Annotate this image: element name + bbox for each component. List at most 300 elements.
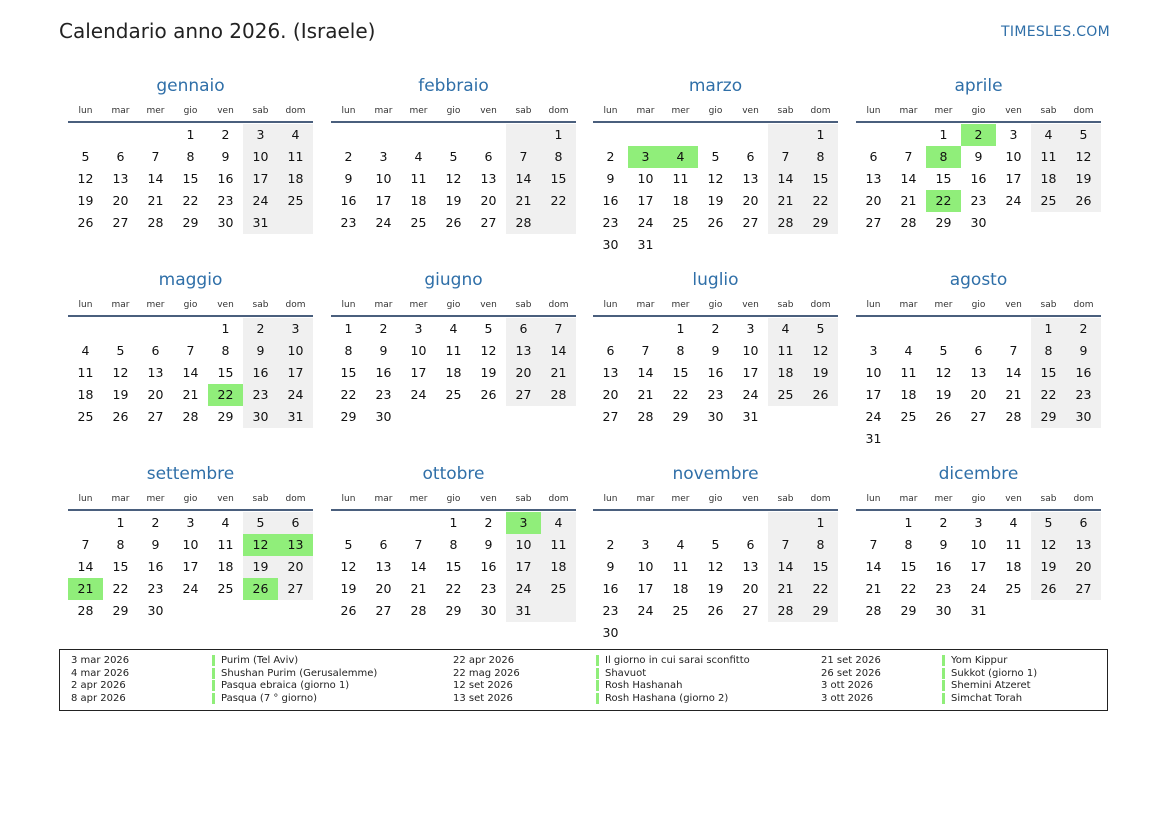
day-cell: 2 <box>606 149 615 164</box>
day-cell: 18 <box>1040 171 1057 186</box>
weekday-header: gio <box>971 300 986 310</box>
header-divider <box>593 121 838 123</box>
day-cell: 6 <box>746 537 755 552</box>
weekday-header: dom <box>810 494 831 504</box>
day-cell: 24 <box>182 581 199 596</box>
day-cell: 17 <box>637 581 654 596</box>
month-name: giugno <box>424 270 483 290</box>
day-cell: 11 <box>217 537 234 552</box>
weekday-header: mer <box>934 106 953 116</box>
legend-date: 22 apr 2026 <box>453 655 515 666</box>
day-cell: 8 <box>904 537 913 552</box>
weekday-header: mer <box>409 494 428 504</box>
day-cell: 30 <box>970 215 987 230</box>
day-cell: 16 <box>602 193 619 208</box>
weekday-header: gio <box>183 494 198 504</box>
legend-holiday-name: Pasqua ebraica (giorno 1) <box>212 680 349 691</box>
day-cell: 26 <box>77 215 94 230</box>
day-cell: 1 <box>939 127 948 142</box>
day-cell: 16 <box>375 365 392 380</box>
day-cell: 2 <box>1079 321 1088 336</box>
day-cell: 3 <box>641 537 650 552</box>
header-divider <box>68 509 313 511</box>
day-cell: 8 <box>186 149 195 164</box>
day-cell: 23 <box>602 603 619 618</box>
day-cell: 20 <box>865 193 882 208</box>
weekday-header: lun <box>341 300 356 310</box>
day-cell: 1 <box>816 127 825 142</box>
day-cell: 28 <box>865 603 882 618</box>
day-cell: 11 <box>900 365 917 380</box>
day-cell: 18 <box>900 387 917 402</box>
legend-holiday-name: Rosh Hashanah <box>596 680 682 691</box>
day-cell: 23 <box>707 387 724 402</box>
day-cell: 9 <box>1079 343 1088 358</box>
weekday-header: mer <box>146 494 165 504</box>
day-cell: 16 <box>707 365 724 380</box>
day-cell: 14 <box>550 343 567 358</box>
weekday-header: mar <box>374 300 393 310</box>
day-cell: 14 <box>1005 365 1022 380</box>
day-cell: 20 <box>147 387 164 402</box>
day-cell: 19 <box>480 365 497 380</box>
weekday-header: mer <box>671 494 690 504</box>
day-cell: 10 <box>252 149 269 164</box>
day-cell: 17 <box>375 193 392 208</box>
day-cell: 12 <box>812 343 829 358</box>
day-cell: 10 <box>410 343 427 358</box>
weekday-header: dom <box>1073 494 1094 504</box>
day-cell: 5 <box>1044 515 1053 530</box>
day-cell: 5 <box>1079 127 1088 142</box>
day-cell: 20 <box>515 365 532 380</box>
weekday-header: mer <box>934 494 953 504</box>
day-cell: 25 <box>672 215 689 230</box>
day-cell: 17 <box>970 559 987 574</box>
legend-date: 12 set 2026 <box>453 680 513 692</box>
day-cell: 12 <box>1040 537 1057 552</box>
day-cell: 18 <box>217 559 234 574</box>
day-cell: 18 <box>287 171 304 186</box>
day-cell: 22 <box>445 581 462 596</box>
day-cell: 17 <box>1005 171 1022 186</box>
day-cell: 22 <box>112 581 129 596</box>
weekday-header: lun <box>866 106 881 116</box>
legend-date: 3 ott 2026 <box>821 693 874 705</box>
day-cell: 9 <box>344 171 353 186</box>
weekday-header: ven <box>1005 300 1022 310</box>
legend-date: 8 apr 2026 <box>71 693 126 705</box>
day-cell: 7 <box>151 149 160 164</box>
holiday-day-cell: 22 <box>208 384 243 406</box>
weekday-header: lun <box>78 494 93 504</box>
day-cell: 15 <box>935 171 952 186</box>
day-cell: 1 <box>221 321 230 336</box>
weekday-header: lun <box>603 494 618 504</box>
day-cell: 3 <box>379 149 388 164</box>
weekday-header: mar <box>899 300 918 310</box>
legend-holiday-name: Shushan Purim (Gerusalemme) <box>212 668 377 679</box>
holiday-legend <box>59 649 1108 711</box>
weekday-header: dom <box>1073 300 1094 310</box>
day-cell: 9 <box>974 149 983 164</box>
day-cell: 28 <box>77 603 94 618</box>
day-cell: 2 <box>151 515 160 530</box>
day-cell: 20 <box>742 581 759 596</box>
day-cell: 1 <box>186 127 195 142</box>
day-cell: 18 <box>550 559 567 574</box>
legend-holiday-name: Purim (Tel Aviv) <box>212 655 298 666</box>
day-cell: 17 <box>182 559 199 574</box>
legend-date: 3 ott 2026 <box>821 680 874 692</box>
day-cell: 24 <box>970 581 987 596</box>
day-cell: 14 <box>182 365 199 380</box>
weekday-header: ven <box>1005 494 1022 504</box>
day-cell: 19 <box>340 581 357 596</box>
day-cell: 21 <box>637 387 654 402</box>
day-cell: 18 <box>445 365 462 380</box>
day-cell: 14 <box>777 559 794 574</box>
day-cell: 20 <box>287 559 304 574</box>
day-cell: 29 <box>1040 409 1057 424</box>
holiday-day-cell: 8 <box>926 146 961 168</box>
day-cell: 22 <box>900 581 917 596</box>
day-cell: 28 <box>777 215 794 230</box>
weekday-header: dom <box>285 300 306 310</box>
day-cell: 4 <box>81 343 90 358</box>
holiday-day-cell: 22 <box>926 190 961 212</box>
weekday-header: gio <box>971 494 986 504</box>
day-cell: 2 <box>484 515 493 530</box>
weekday-header: gio <box>708 494 723 504</box>
day-cell: 29 <box>340 409 357 424</box>
day-cell: 14 <box>777 171 794 186</box>
day-cell: 24 <box>375 215 392 230</box>
day-cell: 18 <box>1005 559 1022 574</box>
day-cell: 22 <box>1040 387 1057 402</box>
day-cell: 23 <box>970 193 987 208</box>
day-cell: 10 <box>637 559 654 574</box>
day-cell: 12 <box>707 559 724 574</box>
legend-date: 3 mar 2026 <box>71 655 130 666</box>
holiday-day-cell: 26 <box>243 578 278 600</box>
day-cell: 17 <box>287 365 304 380</box>
day-cell: 14 <box>77 559 94 574</box>
day-cell: 12 <box>112 365 129 380</box>
header-divider <box>68 315 313 317</box>
day-cell: 21 <box>550 365 567 380</box>
weekday-header: mar <box>374 494 393 504</box>
day-cell: 2 <box>221 127 230 142</box>
weekday-header: ven <box>217 106 234 116</box>
day-cell: 29 <box>812 603 829 618</box>
day-cell: 16 <box>147 559 164 574</box>
day-cell: 3 <box>746 321 755 336</box>
day-cell: 1 <box>1044 321 1053 336</box>
day-cell: 31 <box>865 431 882 446</box>
day-cell: 28 <box>777 603 794 618</box>
month-name: ottobre <box>422 464 485 484</box>
day-cell: 6 <box>379 537 388 552</box>
weekday-header: ven <box>217 300 234 310</box>
day-cell: 19 <box>252 559 269 574</box>
day-cell: 3 <box>186 515 195 530</box>
day-cell: 11 <box>672 171 689 186</box>
weekday-header: ven <box>742 106 759 116</box>
day-cell: 9 <box>256 343 265 358</box>
day-cell: 19 <box>445 193 462 208</box>
page-title: Calendario anno 2026. (Israele) <box>59 19 376 43</box>
legend-holiday-name: Yom Kippur <box>942 655 1007 666</box>
weekday-header: mar <box>636 494 655 504</box>
day-cell: 26 <box>707 603 724 618</box>
weekday-header: sab <box>515 300 532 310</box>
day-cell: 8 <box>1044 343 1053 358</box>
day-cell: 10 <box>742 343 759 358</box>
day-cell: 23 <box>147 581 164 596</box>
day-cell: 14 <box>900 171 917 186</box>
day-cell: 15 <box>217 365 234 380</box>
day-cell: 19 <box>812 365 829 380</box>
day-cell: 25 <box>410 215 427 230</box>
day-cell: 9 <box>939 537 948 552</box>
day-cell: 28 <box>900 215 917 230</box>
day-cell: 26 <box>445 215 462 230</box>
day-cell: 13 <box>742 171 759 186</box>
day-cell: 7 <box>81 537 90 552</box>
day-cell: 27 <box>112 215 129 230</box>
day-cell: 25 <box>900 409 917 424</box>
day-cell: 20 <box>112 193 129 208</box>
day-cell: 30 <box>375 409 392 424</box>
day-cell: 6 <box>116 149 125 164</box>
day-cell: 23 <box>935 581 952 596</box>
header-divider <box>593 315 838 317</box>
day-cell: 11 <box>777 343 794 358</box>
day-cell: 18 <box>672 581 689 596</box>
weekday-header: dom <box>285 106 306 116</box>
day-cell: 12 <box>707 171 724 186</box>
day-cell: 18 <box>77 387 94 402</box>
day-cell: 24 <box>742 387 759 402</box>
month-name: settembre <box>146 464 235 484</box>
day-cell: 15 <box>445 559 462 574</box>
legend-holiday-name: Shemini Atzeret <box>942 680 1031 691</box>
day-cell: 23 <box>252 387 269 402</box>
day-cell: 20 <box>742 193 759 208</box>
weekday-header: sab <box>252 494 269 504</box>
day-cell: 29 <box>217 409 234 424</box>
weekday-header: dom <box>548 106 569 116</box>
day-cell: 4 <box>221 515 230 530</box>
weekday-header: ven <box>480 300 497 310</box>
day-cell: 10 <box>182 537 199 552</box>
day-cell: 15 <box>1040 365 1057 380</box>
header-divider <box>331 121 576 123</box>
weekday-header: mer <box>934 300 953 310</box>
day-cell: 30 <box>602 625 619 640</box>
day-cell: 11 <box>445 343 462 358</box>
weekday-header: mar <box>111 300 130 310</box>
day-cell: 1 <box>904 515 913 530</box>
day-cell: 30 <box>217 215 234 230</box>
weekday-header: lun <box>866 300 881 310</box>
day-cell: 28 <box>410 603 427 618</box>
month-name: marzo <box>688 76 743 96</box>
day-cell: 29 <box>812 215 829 230</box>
day-cell: 11 <box>77 365 94 380</box>
day-cell: 18 <box>777 365 794 380</box>
weekday-header: gio <box>971 106 986 116</box>
day-cell: 27 <box>602 409 619 424</box>
weekday-header: mer <box>146 300 165 310</box>
weekday-header: mer <box>409 106 428 116</box>
day-cell: 13 <box>865 171 882 186</box>
day-cell: 30 <box>602 237 619 252</box>
day-cell: 13 <box>147 365 164 380</box>
day-cell: 1 <box>344 321 353 336</box>
weekday-header: lun <box>603 300 618 310</box>
weekday-header: dom <box>1073 106 1094 116</box>
day-cell: 8 <box>816 537 825 552</box>
weekday-header: sab <box>777 106 794 116</box>
day-cell: 21 <box>515 193 532 208</box>
day-cell: 1 <box>676 321 685 336</box>
day-cell: 6 <box>869 149 878 164</box>
day-cell: 13 <box>970 365 987 380</box>
weekday-header: sab <box>252 106 269 116</box>
day-cell: 6 <box>1079 515 1088 530</box>
legend-holiday-name: Shavuot <box>596 668 646 679</box>
weekday-header: gio <box>183 300 198 310</box>
legend-date: 22 mag 2026 <box>453 667 520 679</box>
legend-date: 21 set 2026 <box>821 655 881 666</box>
day-cell: 15 <box>340 365 357 380</box>
weekday-header: mer <box>146 106 165 116</box>
day-cell: 21 <box>777 193 794 208</box>
weekday-header: lun <box>603 106 618 116</box>
day-cell: 19 <box>707 581 724 596</box>
header-divider <box>68 121 313 123</box>
day-cell: 13 <box>480 171 497 186</box>
day-cell: 28 <box>1005 409 1022 424</box>
day-cell: 2 <box>939 515 948 530</box>
day-cell: 6 <box>291 515 300 530</box>
day-cell: 24 <box>515 581 532 596</box>
day-cell: 11 <box>287 149 304 164</box>
weekday-header: lun <box>78 106 93 116</box>
day-cell: 21 <box>182 387 199 402</box>
day-cell: 4 <box>676 537 685 552</box>
day-cell: 26 <box>340 603 357 618</box>
day-cell: 17 <box>515 559 532 574</box>
day-cell: 3 <box>256 127 265 142</box>
day-cell: 29 <box>935 215 952 230</box>
day-cell: 5 <box>939 343 948 358</box>
legend-holiday-name: Rosh Hashana (giorno 2) <box>596 693 728 704</box>
day-cell: 20 <box>970 387 987 402</box>
day-cell: 30 <box>480 603 497 618</box>
legend-date: 4 mar 2026 <box>71 667 130 679</box>
day-cell: 5 <box>711 149 720 164</box>
brand-logo-text[interactable]: TIMESLES.COM <box>1001 24 1110 40</box>
weekday-header: lun <box>341 494 356 504</box>
weekday-header: sab <box>515 106 532 116</box>
day-cell: 7 <box>781 149 790 164</box>
day-cell: 15 <box>182 171 199 186</box>
day-cell: 3 <box>1009 127 1018 142</box>
day-cell: 26 <box>112 409 129 424</box>
day-cell: 22 <box>340 387 357 402</box>
day-cell: 12 <box>340 559 357 574</box>
weekday-header: dom <box>810 300 831 310</box>
legend-holiday-name: Simchat Torah <box>942 693 1022 704</box>
day-cell: 11 <box>410 171 427 186</box>
day-cell: 6 <box>519 321 528 336</box>
day-cell: 8 <box>676 343 685 358</box>
day-cell: 2 <box>711 321 720 336</box>
weekday-header: mar <box>636 300 655 310</box>
day-cell: 25 <box>217 581 234 596</box>
day-cell: 4 <box>554 515 563 530</box>
weekday-header: sab <box>515 494 532 504</box>
day-cell: 15 <box>112 559 129 574</box>
weekday-header: ven <box>217 494 234 504</box>
day-cell: 20 <box>1075 559 1092 574</box>
day-cell: 19 <box>935 387 952 402</box>
day-cell: 23 <box>340 215 357 230</box>
day-cell: 5 <box>344 537 353 552</box>
day-cell: 9 <box>151 537 160 552</box>
day-cell: 23 <box>375 387 392 402</box>
weekday-header: mer <box>671 300 690 310</box>
month-name: maggio <box>158 270 223 290</box>
day-cell: 31 <box>970 603 987 618</box>
month-name: gennaio <box>156 76 225 96</box>
day-cell: 5 <box>484 321 493 336</box>
weekday-header: dom <box>285 494 306 504</box>
legend-date: 2 apr 2026 <box>71 680 126 692</box>
day-cell: 19 <box>707 193 724 208</box>
holiday-day-cell: 3 <box>628 146 663 168</box>
day-cell: 4 <box>291 127 300 142</box>
day-cell: 1 <box>449 515 458 530</box>
weekday-header: ven <box>1005 106 1022 116</box>
day-cell: 6 <box>606 343 615 358</box>
day-cell: 27 <box>742 603 759 618</box>
weekday-header: ven <box>480 106 497 116</box>
day-cell: 2 <box>344 149 353 164</box>
day-cell: 10 <box>287 343 304 358</box>
header-divider <box>593 509 838 511</box>
day-cell: 6 <box>151 343 160 358</box>
day-cell: 25 <box>777 387 794 402</box>
day-cell: 30 <box>707 409 724 424</box>
day-cell: 21 <box>147 193 164 208</box>
legend-date: 26 set 2026 <box>821 667 881 679</box>
day-cell: 6 <box>746 149 755 164</box>
day-cell: 24 <box>252 193 269 208</box>
day-cell: 4 <box>414 149 423 164</box>
day-cell: 3 <box>414 321 423 336</box>
day-cell: 24 <box>287 387 304 402</box>
day-cell: 14 <box>637 365 654 380</box>
day-cell: 21 <box>865 581 882 596</box>
day-cell: 28 <box>182 409 199 424</box>
day-cell: 17 <box>742 365 759 380</box>
day-cell: 18 <box>410 193 427 208</box>
weekday-header: sab <box>1040 494 1057 504</box>
